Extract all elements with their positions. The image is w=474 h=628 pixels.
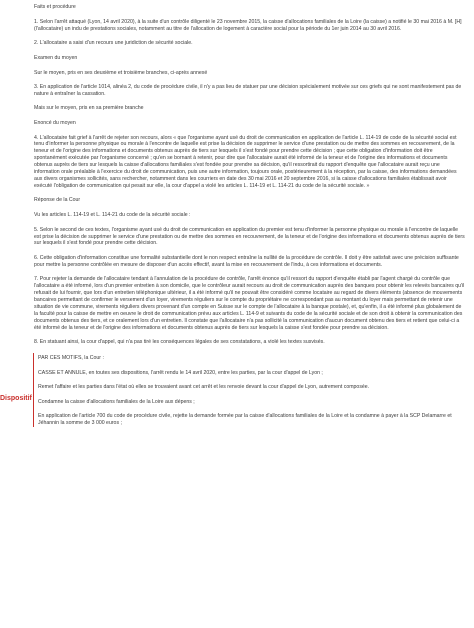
- paragraph-vu: Vu les articles L. 114-19 et L. 114-21 du code de la sécurité sociale :: [34, 212, 191, 219]
- dispositif-section: [0, 353, 466, 426]
- subheading-premiere-branche: Mais sur le moyen, pris en sa première branche: [34, 105, 144, 112]
- paragraph-1: 1. Selon l'arrêt attaqué (Lyon, 14 avril 2020), à la suite d'un contrôle diligenté le 23 novembre 2015, la caisse d'allocations familiales de la Loire (la caisse) a notifié le 30 mai 2016 à M. [H] (l'allocataire) un indu de prestations sociales, notamment au titre de l'allocation de logement à caractère social pour la période du 1er juin 2014 au 30 avril 2016.: [34, 18, 462, 32]
- paragraph-7: 7. Pour rejeter la demande de l'allocataire tendant à l'annulation de la procédure de contrôle, l'arrêt énonce qu'il ressort du rapport d'enquête établi par l'agent chargé du contrôle que l'allocataire a été informé, lors d'un premier entretien à son domicile, que le contrôleur aurait recours au droit de communication auprès des banques pour obtenir les relevés bancaires qu'il refusait de lui fournir, que lors d'un entretien téléphonique ultérieur, il a été informé qu'il ne pouvait être considéré comme locataire au regard de divers éléments (absence de mouvements bancaires permettant de confirmer le versement d'un loyer, virements réguliers sur le compte du propriétaire ne correspondant pas au montant du loyer mais permettant de retenir une situation de vie commune, virements réguliers divers provenant d'un compte en Suisse sur le compte de l'allocataire à la banque postale), et, qu'enfin, il a été informé plus globalement de la faculté pour la caisse de mettre en oeuvre le droit de communication prévu aux articles L. 114-9 et suivants du code de la sécurité sociale et de son droit à obtenir la communication des documents obtenus des tiers, et ce oralement lors d'un entretien. Il constate que l'allocataire n'a pas sollicité la communication d'aucun document obtenu des tiers et retient que celui-ci a été informé de la teneur et de l'origine des informations et documents obtenus auprès de tiers sur lesquels la caisse s'est fondée pour prendre sa décision.: [34, 276, 465, 331]
- paragraph-3: 3. En application de l'article 1014, alinéa 2, du code de procédure civile, il n'y a pas lieu de statuer par une décision spécialement motivée sur ces griefs qui ne sont manifestement pas de nature à entraîner la cassation.: [34, 83, 462, 97]
- document-body: [0, 4, 466, 434]
- paragraph-5: 5. Selon le second de ces textes, l'organisme ayant usé du droit de communication en application du premier est tenu d'informer la personne physique ou morale à l'encontre de laquelle est prise la décision de supprimer le service d'une prestation ou de mettre des sommes en recouvrement, de la teneur et de l'origine des informations et documents obtenus auprès de tiers sur lesquels il s'est fondé pour prendre cette décision.: [34, 226, 465, 247]
- dispositif-par-ces-motifs: PAR CES MOTIFS, la Cour :: [38, 355, 104, 362]
- dispositif-label: Dispositif: [0, 395, 32, 403]
- dispositif-remet: Remet l'affaire et les parties dans l'état où elles se trouvaient avant cet arrêt et les renvoie devant la cour d'appel de Lyon, autrement composée.: [38, 384, 370, 391]
- section-heading-faits: Faits et procédure: [34, 4, 76, 10]
- dispositif-article-700: En application de l'article 700 du code de procédure civile, rejette la demande formée par la caisse d'allocations familiales de la Loire et la condamne à payer à la SCP Delamarre et Jéhannin la somme de 3 000 euros ;: [38, 412, 452, 426]
- section-heading-reponse: Réponse de la Cour: [34, 197, 81, 204]
- paragraph-8: 8. En statuant ainsi, la cour d'appel, qui n'a pas tiré les conséquences légales de ses constatations, a violé les textes susvisés.: [34, 338, 325, 345]
- paragraph-4: 4. L'allocataire fait grief à l'arrêt de rejeter son recours, alors « que l'organisme ayant usé du droit de communication en application de l'article L. 114-19 de code de la sécurité social est tenu d'informer la personne physique ou morale à l'encontre de laquelle est prise la décision de supprimer le service d'une prestation ou de mettre des sommes en recouvrement, de la teneur et de l'origine des informations et documents obtenus auprès de tiers sur lesquels il s'est fondé pour prendre cette décision ; que cette obligation d'information doit être spontanément exécutée par l'organisme concerné ; qu'en se bornant à retenir, pour dire que l'allocataire aurait été informé de la teneur et de l'origine des informations et documents obtenus auprès de tiers sur lesquels la caisse d'allocations familiales s'est fondée pour prendre sa décision, qu'il ressortirait du rapport d'enquête que l'allocataire aurait reçu une information orale préalable à l'exercice du droit de communication, puis une autre information, toujours orale, postérieurement à la réception, par la caisse, des informations demandées aux divers organismes sollicités, sans rechercher, notamment dans les courriers en date des 30 mai 2016 et 20 septembre 2016, si la caisse d'allocations familiales établissait avoir exécuté l'obligation de communication qui pesait sur elle, la cour d'appel a violé les articles L. 114-19 et L. 114-21 du code de la sécurité sociale. »: [34, 134, 457, 189]
- paragraph-6: 6. Cette obligation d'information constitue une formalité substantielle dont le non respect entraîne la nullité de la procédure de contrôle. Il doit y être satisfait avec une précision suffisante pour mettre la personne contrôlée en mesure de disposer d'un accès effectif, avant la mise en recouvrement de l'indu, à ces informations et documents.: [34, 254, 459, 268]
- subheading-branches: Sur le moyen, pris en ses deuxième et troisième branches, ci-après annexé: [34, 69, 208, 76]
- section-heading-examen: Examen du moyen: [34, 54, 78, 61]
- paragraph-2: 2. L'allocataire a saisi d'un recours une juridiction de sécurité sociale.: [34, 40, 193, 47]
- dispositif-casse: CASSE ET ANNULE, en toutes ses dispositions, l'arrêt rendu le 14 avril 2020, entre les parties, par la cour d'appel de Lyon ;: [38, 369, 323, 376]
- dispositif-condamne: Condamne la caisse d'allocations familiales de la Loire aux dépens ;: [38, 398, 195, 405]
- section-heading-enonce: Enoncé du moyen: [34, 119, 76, 126]
